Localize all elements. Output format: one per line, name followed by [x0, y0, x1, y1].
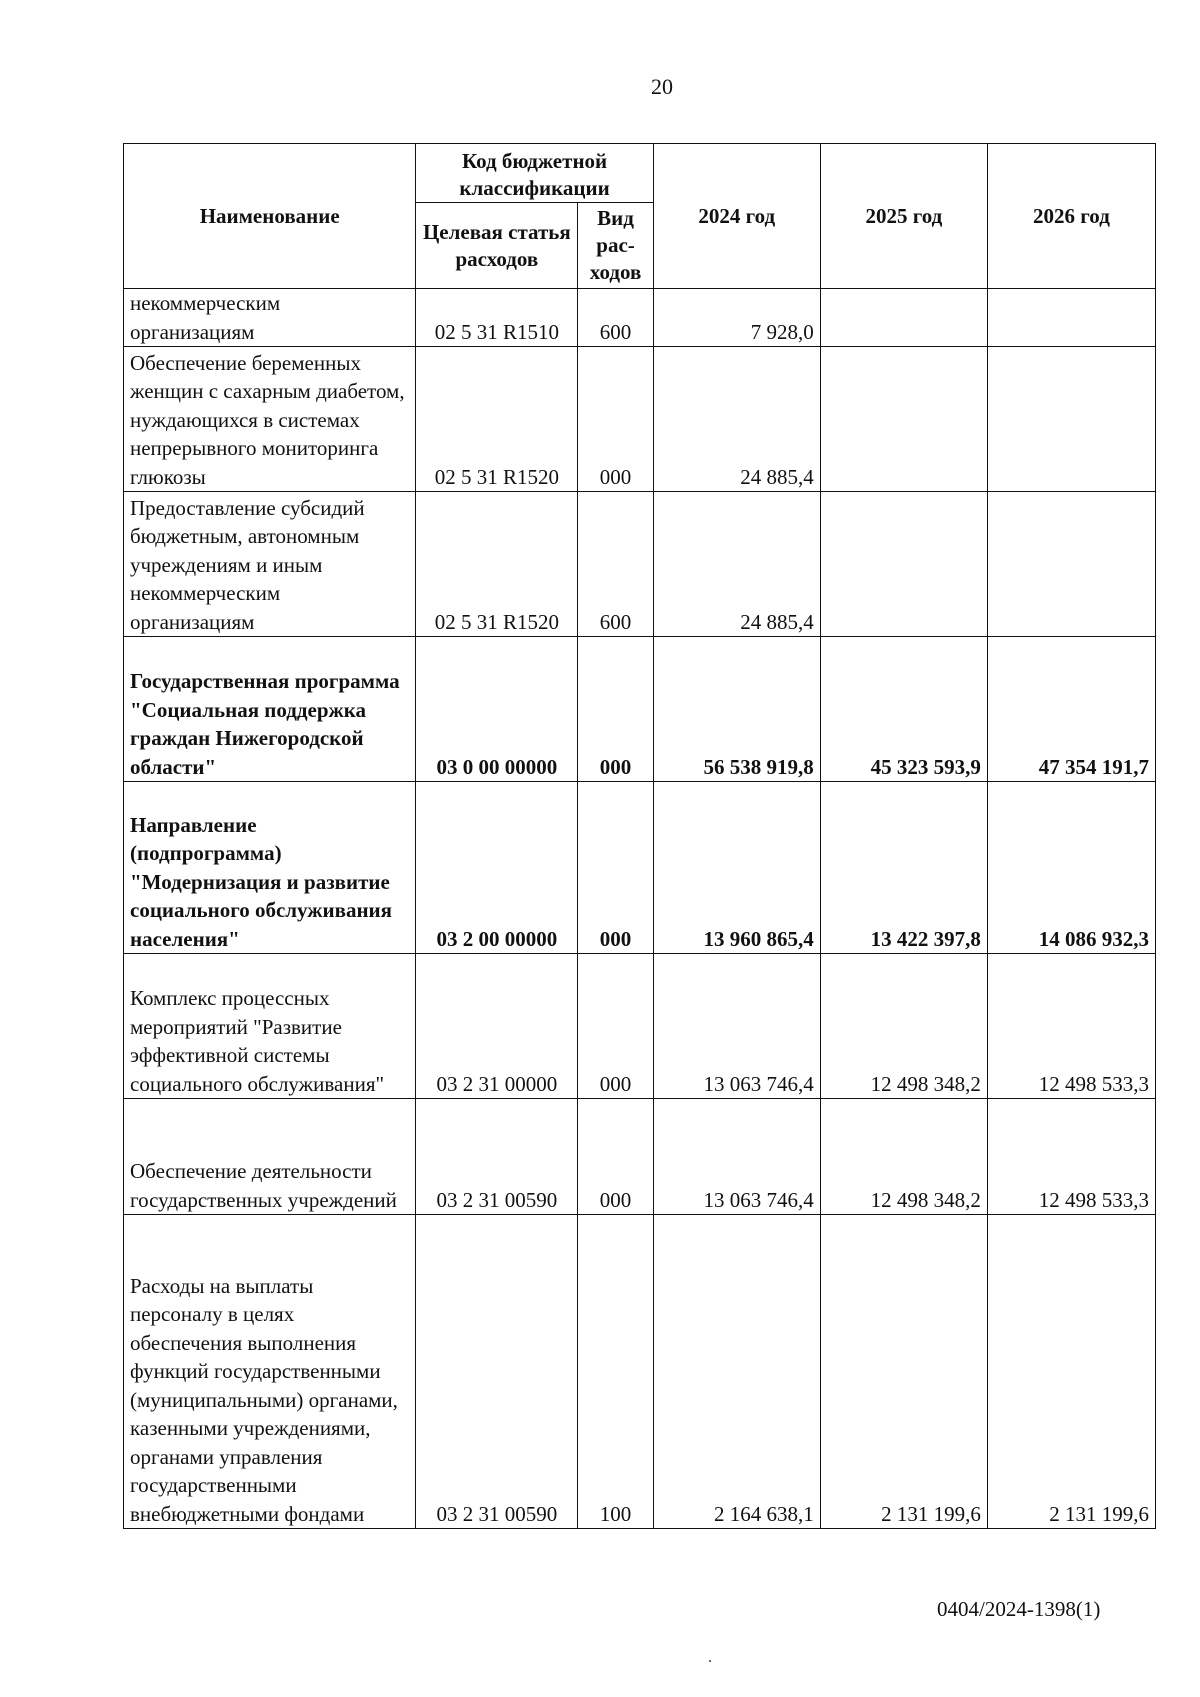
cell-2024: 13 960 865,4	[653, 782, 820, 954]
cell-expense-type: 600	[578, 289, 653, 347]
cell-name: некоммерческим организациям	[124, 289, 416, 347]
cell-2025: 12 498 348,2	[820, 1099, 987, 1215]
cell-2026: 12 498 533,3	[987, 1099, 1155, 1215]
cell-target-code: 02 5 31 R1520	[416, 492, 578, 637]
budget-table	[123, 143, 1156, 1529]
header-code-group: Код бюджетной классификации	[416, 144, 653, 203]
cell-2024: 7 928,0	[653, 289, 820, 347]
scan-speck	[709, 1660, 711, 1662]
document-id: 0404/2024-1398(1)	[937, 1597, 1101, 1621]
table-body	[124, 289, 1156, 1529]
cell-2024: 56 538 919,8	[653, 637, 820, 782]
table-row	[124, 347, 1156, 492]
cell-target-code: 03 2 31 00590	[416, 1215, 578, 1529]
header-expense-type: Вид рас-ходов	[578, 203, 653, 289]
cell-target-code: 03 2 31 00590	[416, 1099, 578, 1215]
cell-expense-type: 000	[578, 1099, 653, 1215]
cell-2024: 24 885,4	[653, 347, 820, 492]
table-row	[124, 492, 1156, 637]
header-2026: 2026 год	[987, 144, 1155, 289]
cell-2025: 13 422 397,8	[820, 782, 987, 954]
cell-expense-type: 100	[578, 1215, 653, 1529]
header-target-article: Целевая статья расходов	[416, 203, 578, 289]
cell-expense-type: 000	[578, 347, 653, 492]
cell-target-code: 02 5 31 R1510	[416, 289, 578, 347]
cell-2026	[987, 492, 1155, 637]
cell-name: Обеспечение деятельности государственных учреждений	[124, 1099, 416, 1215]
cell-target-code: 02 5 31 R1520	[416, 347, 578, 492]
cell-2026: 14 086 932,3	[987, 782, 1155, 954]
cell-2024: 2 164 638,1	[653, 1215, 820, 1529]
cell-expense-type: 000	[578, 637, 653, 782]
table-header	[124, 144, 1156, 289]
cell-2024: 13 063 746,4	[653, 1099, 820, 1215]
cell-2025	[820, 492, 987, 637]
cell-name: Обеспечение беременных женщин с сахарным диабетом, нуждающихся в системах непрерывного мониторинга глюкозы	[124, 347, 416, 492]
cell-2026: 47 354 191,7	[987, 637, 1155, 782]
cell-2025	[820, 289, 987, 347]
cell-2024: 24 885,4	[653, 492, 820, 637]
cell-2026	[987, 347, 1155, 492]
cell-target-code: 03 2 00 00000	[416, 782, 578, 954]
page-number: 20	[651, 74, 673, 99]
header-name: Наименование	[124, 144, 416, 289]
cell-expense-type: 000	[578, 782, 653, 954]
cell-name: Государственная программа "Социальная поддержка граждан Нижегородской области"	[124, 637, 416, 782]
cell-2025: 2 131 199,6	[820, 1215, 987, 1529]
cell-target-code: 03 0 00 00000	[416, 637, 578, 782]
cell-2025: 45 323 593,9	[820, 637, 987, 782]
table-row	[124, 289, 1156, 347]
cell-2025: 12 498 348,2	[820, 954, 987, 1099]
cell-expense-type: 000	[578, 954, 653, 1099]
cell-2026: 12 498 533,3	[987, 954, 1155, 1099]
cell-name: Комплекс процессных мероприятий "Развитие эффективной системы социального обслуживания"	[124, 954, 416, 1099]
cell-2026: 2 131 199,6	[987, 1215, 1155, 1529]
cell-name: Предоставление субсидий бюджетным, автономным учреждениям и иным некоммерческим организациям	[124, 492, 416, 637]
cell-2026	[987, 289, 1155, 347]
cell-name: Расходы на выплаты персоналу в целях обеспечения выполнения функций государственными (муниципальными) органами, казенными учреждениями, органами управления государственными внебюджетными фондами	[124, 1215, 416, 1529]
table-row	[124, 1215, 1156, 1529]
cell-expense-type: 600	[578, 492, 653, 637]
table-row	[124, 954, 1156, 1099]
cell-2025	[820, 347, 987, 492]
cell-target-code: 03 2 31 00000	[416, 954, 578, 1099]
header-2025: 2025 год	[820, 144, 987, 289]
header-2024: 2024 год	[653, 144, 820, 289]
cell-name: Направление (подпрограмма) "Модернизация и развитие социального обслуживания населения"	[124, 782, 416, 954]
table-row	[124, 782, 1156, 954]
cell-2024: 13 063 746,4	[653, 954, 820, 1099]
table-row	[124, 637, 1156, 782]
table-row	[124, 1099, 1156, 1215]
